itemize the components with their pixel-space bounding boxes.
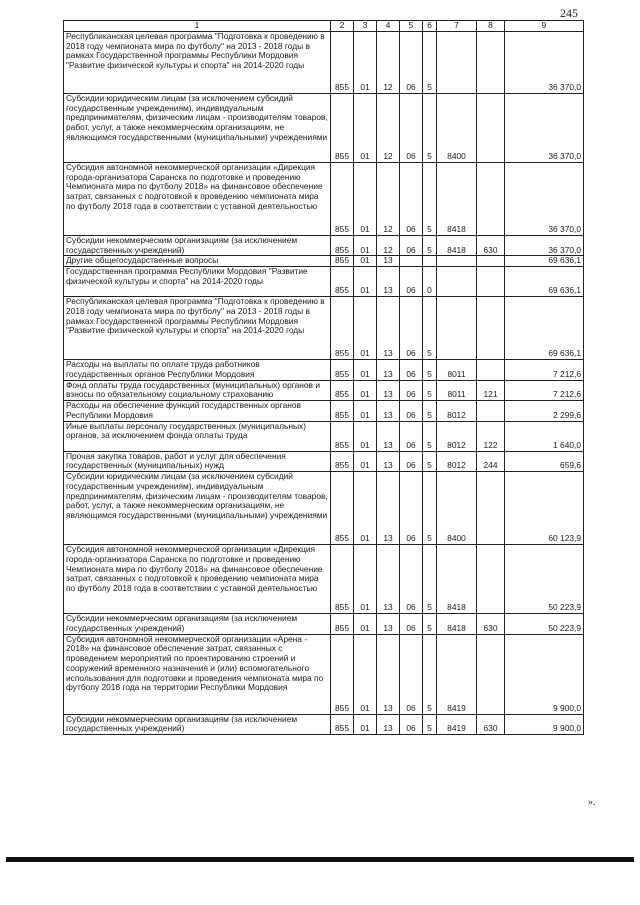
col-2-value: 855 [331, 401, 354, 422]
col-3-value: 01 [354, 256, 377, 267]
col-8-value [477, 545, 505, 614]
row-description: Субсидии некоммерческим организациям (за исключением государственных учреждений) [64, 235, 331, 256]
col-8-value: 244 [477, 451, 505, 472]
col-6-value: 5 [423, 235, 437, 256]
col-7-value: 8011 [437, 360, 477, 381]
col-4-value: 12 [377, 31, 400, 93]
row-description: Прочая закупка товаров, работ и услуг для обеспечения государственных (муниципальных) нужд [64, 451, 331, 472]
row-description: Расходы на обеспечение функций государственных органов Республики Мордовия [64, 401, 331, 422]
col-4-value: 12 [377, 235, 400, 256]
col-6-value: 5 [423, 634, 437, 714]
col-8-value: 122 [477, 421, 505, 451]
col-3-value: 01 [354, 380, 377, 401]
col-3-value: 01 [354, 714, 377, 735]
header-cell: 7 [437, 21, 477, 32]
col-5-value: 06 [400, 634, 423, 714]
col-8-value: 630 [477, 714, 505, 735]
col-8-value [477, 297, 505, 360]
col-2-value: 855 [331, 235, 354, 256]
col-8-value [477, 360, 505, 381]
col-2-value: 855 [331, 634, 354, 714]
col-6-value: 5 [423, 451, 437, 472]
col-4-value: 12 [377, 93, 400, 162]
col-8-value: 630 [477, 614, 505, 635]
row-description: Субсидия автономной некоммерческой организации «Дирекция города-организатора Саранска по подготовке и проведению Чемпионата мира по футболу 2018» на финансовое обеспечение затрат, связанных с подготовкой к проведению чемпионата мира по футболу 2018 года в соответствии с уставной деятельностью [64, 545, 331, 614]
row-description: Республиканская целевая программа "Подготовка к проведению в 2018 году чемпионата мира по футболу" на 2013 - 2018 годы в рамках Государственной программы Республики Мордовия "Развитие физической культуры и спорта" на 2014-2020 годы [64, 31, 331, 93]
table-row [64, 545, 584, 614]
col-7-value: 8400 [437, 472, 477, 545]
col-6-value: 5 [423, 360, 437, 381]
col-2-value: 855 [331, 421, 354, 451]
col-7-value: 8400 [437, 93, 477, 162]
col-7-value: 8011 [437, 380, 477, 401]
col-7-value [437, 267, 477, 297]
header-cell: 5 [400, 21, 423, 32]
col-5-value: 06 [400, 235, 423, 256]
budget-table [63, 20, 584, 735]
table-row [64, 267, 584, 297]
col-3-value: 01 [354, 634, 377, 714]
row-description: Субсидии юридическим лицам (за исключением субсидий государственным учреждениям), индивидуальным предпринимателям, физическим лицам - производителям товаров, работ, услуг, а также некоммерческим организациям, не являющимся государственными (муниципальными) учреждениями [64, 93, 331, 162]
col-5-value [400, 256, 423, 267]
col-3-value: 01 [354, 401, 377, 422]
col-4-value: 13 [377, 714, 400, 735]
amount-value: 659,6 [505, 451, 584, 472]
col-3-value: 01 [354, 162, 377, 235]
col-7-value: 8012 [437, 451, 477, 472]
row-description: Субсидии некоммерческим организациям (за исключением государственных учреждений) [64, 714, 331, 735]
scan-bottom-edge [6, 857, 634, 862]
col-7-value: 8418 [437, 545, 477, 614]
col-2-value: 855 [331, 256, 354, 267]
col-5-value: 06 [400, 401, 423, 422]
col-4-value: 13 [377, 614, 400, 635]
row-description: Другие общегосударственные вопросы [64, 256, 331, 267]
col-2-value: 855 [331, 93, 354, 162]
col-3-value: 01 [354, 31, 377, 93]
col-3-value: 01 [354, 451, 377, 472]
header-cell: 1 [64, 21, 331, 32]
table-row [64, 714, 584, 735]
amount-value: 7 212,6 [505, 380, 584, 401]
col-4-value: 13 [377, 401, 400, 422]
table-row [64, 451, 584, 472]
table-row [64, 421, 584, 451]
header-cell: 4 [377, 21, 400, 32]
col-3-value: 01 [354, 235, 377, 256]
closing-quote-mark: ». [588, 797, 596, 808]
col-5-value: 06 [400, 714, 423, 735]
col-8-value [477, 634, 505, 714]
col-7-value: 8012 [437, 421, 477, 451]
col-7-value: 8419 [437, 634, 477, 714]
col-2-value: 855 [331, 162, 354, 235]
col-2-value: 855 [331, 360, 354, 381]
col-2-value: 855 [331, 714, 354, 735]
col-6-value: 5 [423, 31, 437, 93]
header-row [64, 21, 584, 32]
col-4-value: 13 [377, 297, 400, 360]
col-8-value [477, 267, 505, 297]
row-description: Фонд оплаты труда государственных (муниципальных) органов и взносы по обязательному социальному страхованию [64, 380, 331, 401]
col-6-value [423, 256, 437, 267]
amount-value: 9 900,0 [505, 714, 584, 735]
col-6-value: 5 [423, 401, 437, 422]
col-8-value [477, 401, 505, 422]
col-4-value: 13 [377, 360, 400, 381]
col-2-value: 855 [331, 297, 354, 360]
row-description: Субсидия автономной некоммерческой организации «Арена - 2018» на финансовое обеспечение затрат, связанных с проведением мероприятий по проектированию строений и сооружений временного назначения и (или) вспомогательного использования для подготовки и проведения чемпионата мира по футболу 2018 года на территории Республики Мордовия [64, 634, 331, 714]
col-6-value: 5 [423, 421, 437, 451]
col-4-value: 13 [377, 421, 400, 451]
row-description: Субсидии юридическим лицам (за исключением субсидий государственным учреждениям), индивидуальным предпринимателям, физическим лицам - производителям товаров, работ, услуг, а также некоммерческим организациям, не являющимся государственными (муниципальными) учреждениями [64, 472, 331, 545]
col-8-value: 630 [477, 235, 505, 256]
amount-value: 36 370,0 [505, 162, 584, 235]
row-description: Республиканская целевая программа "Подготовка к проведению в 2018 году чемпионата мира по футболу" на 2013 - 2018 годы в рамках Государственной программы Республики Мордовия "Развитие физической культуры и спорта" на 2014-2020 годы [64, 297, 331, 360]
col-2-value: 855 [331, 31, 354, 93]
col-2-value: 855 [331, 380, 354, 401]
row-description: Государственная программа Республики Мордовия "Развитие физической культуры и спорта" на 2014-2020 годы [64, 267, 331, 297]
table-row [64, 380, 584, 401]
col-4-value: 13 [377, 267, 400, 297]
col-5-value: 06 [400, 451, 423, 472]
col-7-value [437, 256, 477, 267]
col-8-value [477, 93, 505, 162]
col-5-value: 06 [400, 360, 423, 381]
amount-value: 50 223,9 [505, 545, 584, 614]
header-cell: 9 [505, 21, 584, 32]
col-5-value: 06 [400, 545, 423, 614]
table-row [64, 31, 584, 93]
col-5-value: 06 [400, 267, 423, 297]
amount-value: 69 636,1 [505, 256, 584, 267]
row-description: Расходы на выплаты по оплате труда работников государственных органов Республики Мордовия [64, 360, 331, 381]
col-7-value: 8418 [437, 614, 477, 635]
col-3-value: 01 [354, 421, 377, 451]
col-3-value: 01 [354, 93, 377, 162]
amount-value: 69 636,1 [505, 267, 584, 297]
amount-value: 60 123,9 [505, 472, 584, 545]
col-8-value [477, 256, 505, 267]
row-description: Субсидия автономной некоммерческой организации «Дирекция города-организатора Саранска по подготовке и проведению Чемпионата мира по футболу 2018» на финансовое обеспечение затрат, связанных с подготовкой к проведению чемпионата мира по футболу 2018 года в соответствии с уставной деятельностью [64, 162, 331, 235]
header-cell: 2 [331, 21, 354, 32]
col-5-value: 06 [400, 162, 423, 235]
col-4-value: 13 [377, 472, 400, 545]
col-4-value: 13 [377, 634, 400, 714]
col-2-value: 855 [331, 545, 354, 614]
col-8-value [477, 162, 505, 235]
amount-value: 36 370,0 [505, 235, 584, 256]
table-row [64, 235, 584, 256]
amount-value: 1 640,0 [505, 421, 584, 451]
col-3-value: 01 [354, 472, 377, 545]
header-cell: 8 [477, 21, 505, 32]
col-8-value [477, 472, 505, 545]
col-6-value: 5 [423, 93, 437, 162]
table-row [64, 614, 584, 635]
amount-value: 36 370,0 [505, 93, 584, 162]
table-row [64, 360, 584, 381]
table-row [64, 297, 584, 360]
col-3-value: 01 [354, 360, 377, 381]
page-number: 245 [560, 6, 578, 20]
col-6-value: 5 [423, 472, 437, 545]
col-2-value: 855 [331, 614, 354, 635]
col-5-value: 06 [400, 297, 423, 360]
col-3-value: 01 [354, 267, 377, 297]
amount-value: 2 299,6 [505, 401, 584, 422]
col-6-value: 5 [423, 297, 437, 360]
col-7-value [437, 31, 477, 93]
col-4-value: 13 [377, 451, 400, 472]
amount-value: 36 370,0 [505, 31, 584, 93]
col-6-value: 5 [423, 545, 437, 614]
row-description: Иные выплаты персоналу государственных (муниципальных) органов, за исключением фонда оплаты труда [64, 421, 331, 451]
table-row [64, 401, 584, 422]
col-3-value: 01 [354, 614, 377, 635]
table-row [64, 472, 584, 545]
row-description: Субсидии некоммерческим организациям (за исключением государственных учреждений) [64, 614, 331, 635]
table-row [64, 634, 584, 714]
table-row [64, 162, 584, 235]
col-7-value: 8012 [437, 401, 477, 422]
amount-value: 69 636,1 [505, 297, 584, 360]
col-6-value: 0 [423, 267, 437, 297]
col-7-value: 8418 [437, 162, 477, 235]
col-6-value: 5 [423, 614, 437, 635]
col-7-value: 8418 [437, 235, 477, 256]
amount-value: 50 223,9 [505, 614, 584, 635]
col-5-value: 06 [400, 380, 423, 401]
table-row [64, 256, 584, 267]
col-4-value: 13 [377, 380, 400, 401]
header-cell: 3 [354, 21, 377, 32]
col-2-value: 855 [331, 267, 354, 297]
col-5-value: 06 [400, 421, 423, 451]
col-2-value: 855 [331, 472, 354, 545]
col-4-value: 13 [377, 545, 400, 614]
col-3-value: 01 [354, 297, 377, 360]
col-4-value: 12 [377, 162, 400, 235]
col-5-value: 06 [400, 93, 423, 162]
col-2-value: 855 [331, 451, 354, 472]
col-3-value: 01 [354, 545, 377, 614]
col-6-value: 5 [423, 162, 437, 235]
col-5-value: 06 [400, 31, 423, 93]
amount-value: 7 212,6 [505, 360, 584, 381]
col-6-value: 5 [423, 714, 437, 735]
col-4-value: 13 [377, 256, 400, 267]
col-7-value [437, 297, 477, 360]
col-8-value: 121 [477, 380, 505, 401]
header-cell: 6 [423, 21, 437, 32]
col-5-value: 06 [400, 472, 423, 545]
col-6-value: 5 [423, 380, 437, 401]
col-7-value: 8419 [437, 714, 477, 735]
col-8-value [477, 31, 505, 93]
amount-value: 9 900,0 [505, 634, 584, 714]
table-row [64, 93, 584, 162]
col-5-value: 06 [400, 614, 423, 635]
